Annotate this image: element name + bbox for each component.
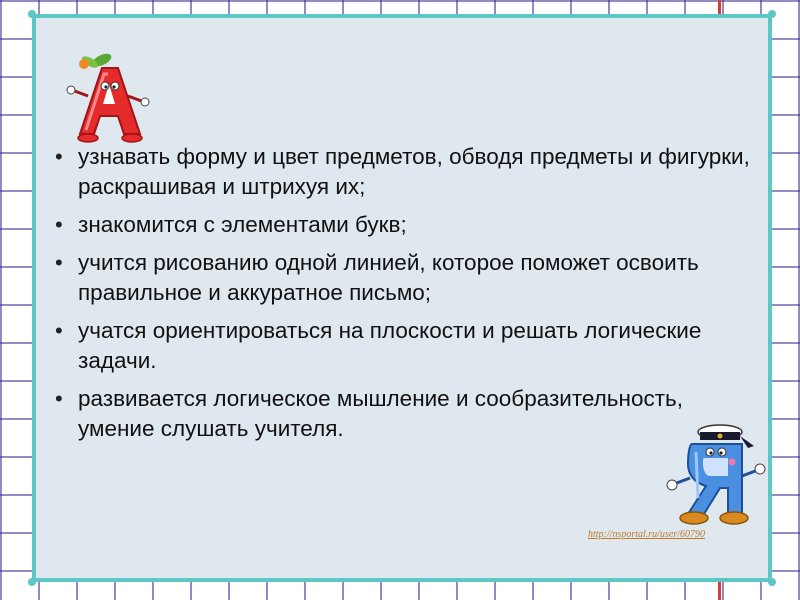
panel-corner-dot-bottom-right	[768, 578, 776, 586]
letter-a-character-icon	[62, 50, 154, 146]
bullet-item: • учатся ориентироваться на плоскости и решать логические задачи.	[55, 316, 755, 376]
letter-ya-sailor-character-icon	[662, 418, 770, 530]
source-link[interactable]: http://nsportal.ru/user/60790	[588, 529, 705, 540]
panel-corner-dot-top-right	[768, 10, 776, 18]
bullet-item: • узнавать форму и цвет предметов, обводя предметы и фигурки, раскрашивая и штрихуя их;	[55, 142, 755, 202]
panel-corner-dot-bottom-left	[28, 578, 36, 586]
panel-corner-dot-top-left	[28, 10, 36, 18]
bullet-item: • знакомится с элементами букв;	[55, 210, 755, 240]
bullet-item: • учится рисованию одной линией, которое поможет освоить правильное и аккуратное письмо;	[55, 248, 755, 308]
bullet-list	[55, 142, 755, 452]
bullet-item: • развивается логическое мышление и сообразительность, умение слушать учителя.	[55, 384, 755, 444]
